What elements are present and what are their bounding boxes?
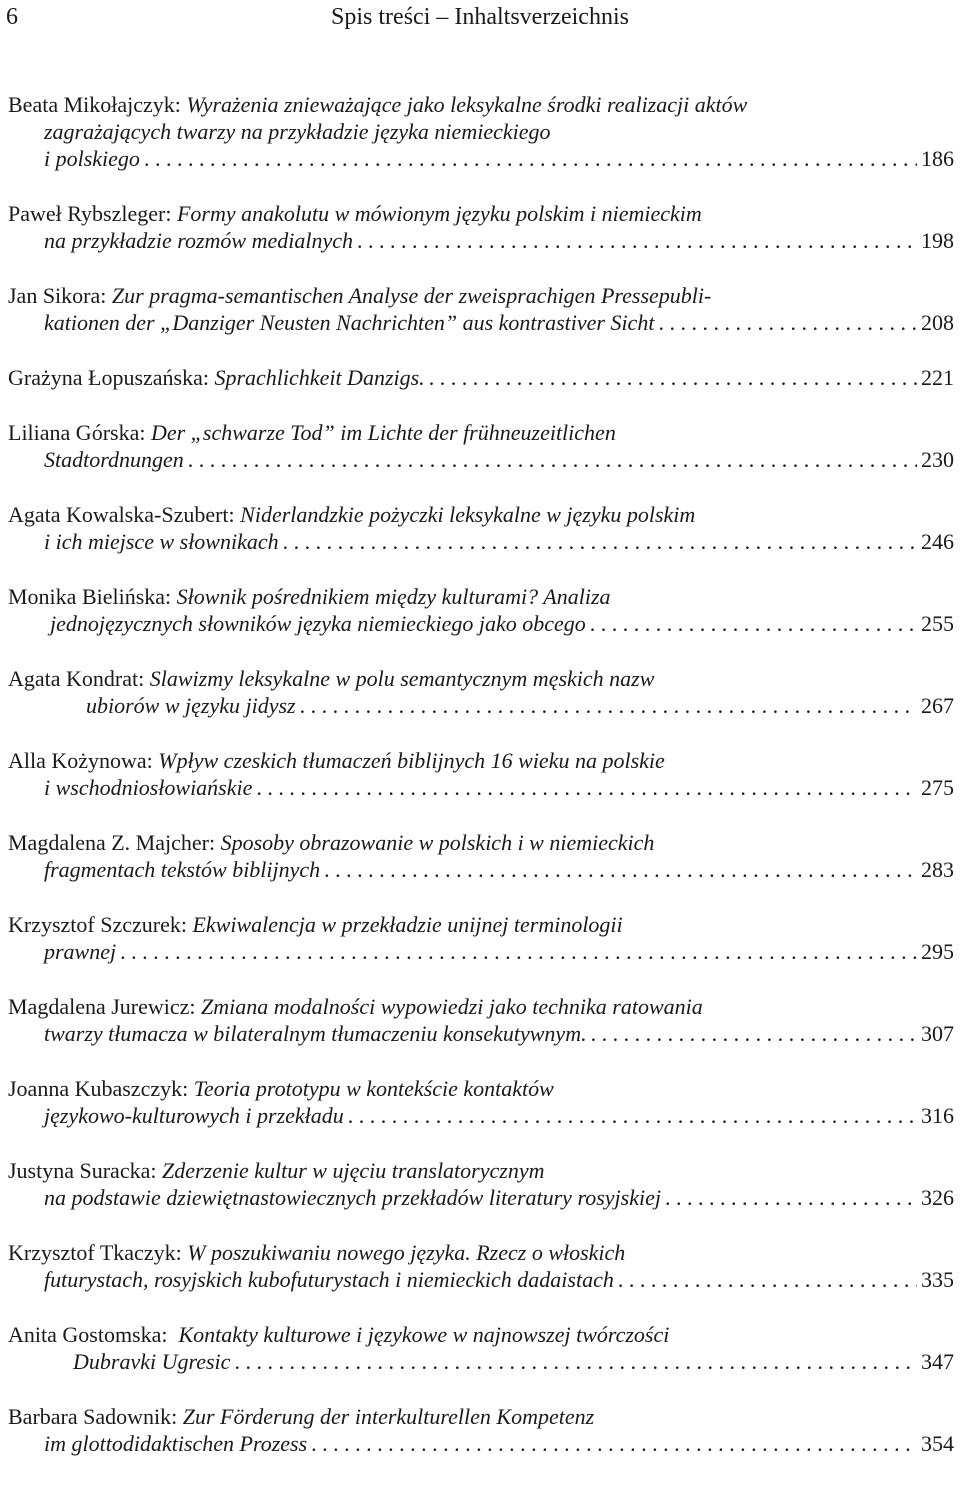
dot-leader — [618, 1266, 917, 1293]
entry-title: Stadtordnungen — [44, 447, 184, 472]
toc-entry[interactable] — [8, 583, 954, 637]
entry-page-number: 316 — [921, 1103, 954, 1128]
page-header — [0, 0, 960, 40]
entry-author: Agata Kowalska-Szubert: — [8, 502, 235, 527]
dot-leader — [324, 856, 917, 883]
toc-entry-last-line — [8, 610, 954, 637]
toc-entry-last-line — [8, 145, 954, 172]
toc-entry-first-line — [8, 1403, 954, 1430]
entry-page-number: 208 — [921, 310, 954, 335]
entry-page-number: 275 — [921, 775, 954, 800]
toc-entry-first-line — [8, 419, 954, 446]
entry-title: Wpływ czeskich tłumaczeń biblijnych 16 wieku na polskie — [158, 748, 665, 773]
toc-entry-first-line — [8, 1157, 954, 1184]
entry-title: Kontakty kulturowe i językowe w najnowszej twórczości — [178, 1322, 670, 1347]
entry-title: Teoria prototypu w kontekście kontaktów — [193, 1076, 554, 1101]
entry-author: Magdalena Jurewicz: — [8, 994, 196, 1019]
entry-author: Paweł Rybszleger: — [8, 201, 172, 226]
toc-entry-last-line — [8, 1266, 954, 1293]
entry-author: Alla Kożynowa: — [8, 748, 153, 773]
entry-page-number: 198 — [921, 228, 954, 253]
dot-leader — [120, 938, 917, 965]
toc-entry-last-line — [8, 446, 954, 473]
toc-entry-last-line — [8, 1102, 954, 1129]
toc-entry-last-line — [8, 1184, 954, 1211]
toc-entry-first-line — [8, 747, 954, 774]
entry-title: i ich miejsce w słownikach — [44, 529, 279, 554]
toc-entry-first-line — [8, 829, 954, 856]
toc-entry-last-line — [8, 309, 954, 336]
entry-author: Jan Sikora: — [8, 283, 107, 308]
toc-entry-first-line — [8, 91, 954, 118]
toc-entry-first-line — [8, 1075, 954, 1102]
entry-title: Der „schwarze Tod” im Lichte der frühneuzeitlichen — [150, 420, 616, 445]
entry-author: Justyna Suracka: — [8, 1158, 157, 1183]
dot-leader — [256, 774, 917, 801]
dot-leader — [658, 309, 917, 336]
toc-entry[interactable] — [8, 501, 954, 555]
toc-entry-last-line — [8, 856, 954, 883]
dot-leader — [144, 145, 917, 172]
toc-entry-first-line — [8, 583, 954, 610]
toc-entry-last-line — [8, 528, 954, 555]
entry-author: Monika Bielińska: — [8, 584, 172, 609]
entry-page-number: 267 — [921, 693, 954, 718]
entry-page-number: 307 — [921, 1021, 954, 1046]
entry-title: Sposoby obrazowanie w polskich i w niemieckich — [220, 830, 655, 855]
entry-page-number: 255 — [921, 611, 954, 636]
dot-leader — [311, 1430, 917, 1457]
running-title: Spis treści – Inhaltsverzeichnis — [331, 4, 629, 30]
entry-title: Slawizmy leksykalne w polu semantycznym męskich nazw — [149, 666, 655, 691]
toc-entry-first-line — [8, 665, 954, 692]
toc-entry[interactable] — [8, 282, 954, 336]
entry-title: prawnej — [44, 939, 117, 964]
toc-entry[interactable] — [8, 364, 954, 391]
toc-entry[interactable] — [8, 829, 954, 883]
entry-title: im glottodidaktischen Prozess — [44, 1431, 308, 1456]
toc-entry[interactable] — [8, 1321, 954, 1375]
dot-leader — [300, 692, 917, 719]
entry-title: Ekwiwalencja w przekładzie unijnej terminologii — [192, 912, 623, 937]
toc-entry[interactable] — [8, 665, 954, 719]
entry-title: językowo-kulturowych i przekładu — [44, 1103, 344, 1128]
entry-title: i polskiego — [44, 146, 140, 171]
dot-leader — [591, 1020, 917, 1047]
entry-title: Wyrażenia znieważające jako leksykalne środki realizacji aktów — [186, 92, 748, 117]
dot-leader — [188, 446, 917, 473]
entry-author: Barbara Sadownik: — [8, 1404, 178, 1429]
entry-author: Beata Mikołajczyk: — [8, 92, 181, 117]
entry-title: fragmentach tekstów biblijnych — [44, 857, 321, 882]
toc-entry[interactable] — [8, 91, 954, 172]
toc-entry-last-line — [8, 938, 954, 965]
toc-entry-first-line — [8, 200, 954, 227]
toc-entry[interactable] — [8, 1157, 954, 1211]
entry-title: Formy anakolutu w mówionym języku polskim i niemieckim — [176, 201, 702, 226]
entry-page-number: 186 — [921, 146, 954, 171]
toc-entry-first-line — [8, 911, 954, 938]
dot-leader — [283, 528, 917, 555]
dot-leader — [348, 1102, 917, 1129]
entry-title: kationen der „Danziger Neusten Nachrichten” aus kontrastiver Sicht — [44, 310, 655, 335]
toc-entry-last-line — [8, 364, 954, 391]
entry-title: W poszukiwaniu nowego języka. Rzecz o włoskich — [187, 1240, 626, 1265]
entry-title: Niderlandzkie pożyczki leksykalne w języku polskim — [240, 502, 696, 527]
entry-title: na podstawie dziewiętnastowiecznych przekładów literatury rosyjskiej — [44, 1185, 661, 1210]
entry-title: Słownik pośrednikiem między kulturami? Analiza — [176, 584, 611, 609]
toc-entry[interactable] — [8, 911, 954, 965]
toc-entry-middle-line — [8, 118, 954, 145]
entry-title: zagrażających twarzy na przykładzie języka niemieckiego — [44, 119, 551, 144]
entry-page-number: 354 — [921, 1431, 954, 1456]
entry-title: Zur pragma-semantischen Analyse der zweisprachigen Pressepubli- — [111, 283, 712, 308]
entry-page-number: 335 — [921, 1267, 954, 1292]
entry-author: Liliana Górska: — [8, 420, 146, 445]
toc-entry-first-line — [8, 282, 954, 309]
toc-entry[interactable] — [8, 993, 954, 1047]
entry-page-number: 347 — [921, 1349, 954, 1374]
dot-leader — [429, 364, 917, 391]
toc-entry[interactable] — [8, 747, 954, 801]
entry-author: Joanna Kubaszczyk: — [8, 1076, 189, 1101]
entry-title: na przykładzie rozmów medialnych — [44, 228, 353, 253]
toc-entry-first-line — [8, 1321, 954, 1348]
entry-page-number: 230 — [921, 447, 954, 472]
entry-page-number: 221 — [921, 365, 954, 390]
toc-entry-last-line — [8, 227, 954, 254]
toc-entry-last-line — [8, 774, 954, 801]
entry-author: Krzysztof Tkaczyk: — [8, 1240, 182, 1265]
entry-title: i wschodniosłowiańskie — [44, 775, 253, 800]
entry-page-number: 295 — [921, 939, 954, 964]
toc-entry-last-line — [8, 1020, 954, 1047]
toc-entry-last-line — [8, 692, 954, 719]
toc-entry[interactable] — [8, 1075, 954, 1129]
entry-title: ubiorów w języku jidysz — [86, 693, 296, 718]
toc-entry-first-line — [8, 993, 954, 1020]
dot-leader — [234, 1348, 917, 1375]
entry-author: Anita Gostomska: — [8, 1322, 168, 1347]
entry-author: Agata Kondrat: — [8, 666, 145, 691]
dot-leader — [590, 610, 917, 637]
toc-entry[interactable] — [8, 419, 954, 473]
entry-title: twarzy tłumacza w bilateralnym tłumaczeniu konsekutywnym. — [44, 1021, 587, 1046]
entry-title: jednojęzycznych słowników języka niemieckiego jako obcego — [50, 611, 586, 636]
entry-author: Grażyna Łopuszańska: — [8, 365, 209, 390]
entry-page-number: 283 — [921, 857, 954, 882]
entry-page-number: 246 — [921, 529, 954, 554]
toc-entry[interactable] — [8, 200, 954, 254]
toc-entry-last-line — [8, 1430, 954, 1457]
toc-entry-first-line — [8, 501, 954, 528]
entry-page-number: 326 — [921, 1185, 954, 1210]
entry-title: Dubravki Ugresic — [73, 1349, 231, 1374]
toc-entry-last-line — [8, 1348, 954, 1375]
dot-leader — [357, 227, 917, 254]
entry-title: futurystach, rosyjskich kubofuturystach i niemieckich dadaistach — [44, 1267, 614, 1292]
entry-title: Zderzenie kultur w ujęciu translatorycznym — [161, 1158, 545, 1183]
toc-entry[interactable] — [8, 1403, 954, 1457]
toc-entry-first-line — [8, 1239, 954, 1266]
toc-entry[interactable] — [8, 1239, 954, 1293]
dot-leader — [665, 1184, 917, 1211]
entry-author: Magdalena Z. Majcher: — [8, 830, 216, 855]
page-number: 6 — [6, 4, 18, 30]
entry-title: Zmiana modalności wypowiedzi jako technika ratowania — [201, 994, 703, 1019]
table-of-contents — [8, 91, 954, 1485]
entry-author: Krzysztof Szczurek: — [8, 912, 187, 937]
entry-title: Zur Förderung der interkulturellen Kompetenz — [182, 1404, 595, 1429]
entry-title: Sprachlichkeit Danzigs. — [214, 365, 425, 390]
